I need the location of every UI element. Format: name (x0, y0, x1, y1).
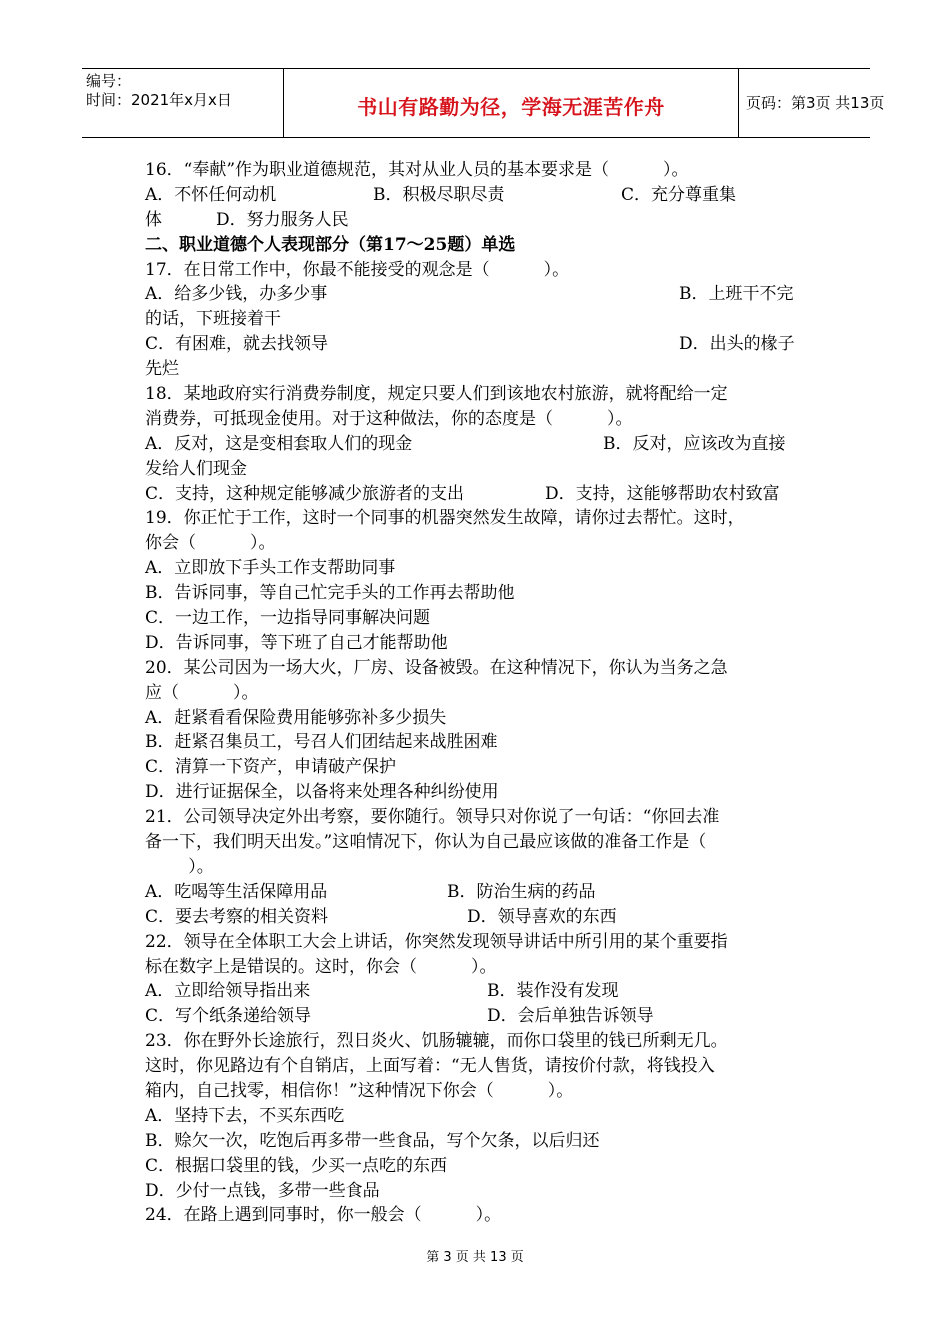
date-label: 时间：2021年x月x日 (86, 91, 232, 109)
option-continuation: 的话，下班接着干 (145, 309, 281, 330)
option-b: B．告诉同事，等自己忙完手头的工作再去帮助他 (145, 583, 515, 604)
question-23-cont: 这时，你见路边有个自销店，上面写着：“无人售货，请按价付款，将钱投入 (145, 1056, 715, 1077)
options-row (145, 979, 807, 1004)
option-b: B．反对，应该改为直接 (603, 433, 786, 454)
question-22: 22．领导在全体职工大会上讲话，你突然发现领导讲话中所引用的某个重要指 (145, 931, 728, 952)
option-d: D．少付一点钱，多带一些食品 (145, 1180, 380, 1201)
header-right-cell (738, 69, 885, 137)
options-row (145, 880, 807, 905)
question-21-cont: ）。 (145, 856, 214, 877)
option-a: A．赶紧看看保险费用能够弥补多少损失 (145, 707, 447, 728)
option-b: B．装作没有发现 (487, 981, 619, 1002)
options-row (145, 282, 807, 307)
option-line: 体 D．努力服务人民 (145, 209, 349, 230)
option-a: A．立即给领导指出来 (145, 981, 311, 1002)
question-16: 16．“奉献”作为职业道德规范，其对从业人员的基本要求是（ ）。 (145, 160, 689, 180)
question-21-cont: 备一下，我们明天出发。”这咱情况下，你认为自己最应该做的准备工作是（ (145, 832, 707, 853)
options-row (145, 332, 807, 357)
question-19: 19．你正忙于工作，这时一个同事的机器突然发生故障，请你过去帮忙。这时， (145, 508, 745, 529)
question-20-cont: 应（ ）。 (145, 682, 259, 703)
option-c: C．一边工作，一边指导同事解决问题 (145, 608, 431, 629)
option-c: C．支持，这种规定能够减少旅游者的支出 (145, 483, 465, 504)
option-d: D．告诉同事，等下班了自己才能帮助他 (145, 632, 448, 653)
options-row (145, 482, 807, 507)
option-c: C．有困难，就去找领导 (145, 334, 329, 355)
section-heading: 二、职业道德个人表现部分（第17～25题）单选 (145, 234, 516, 255)
option-d: D．进行证据保全，以备将来处理各种纠纷使用 (145, 782, 499, 803)
option-c: C．要去考察的相关资料 (145, 906, 329, 927)
option-b: B．积极尽职尽责 (373, 184, 505, 205)
options-row (145, 432, 807, 457)
option-continuation: 发给人们现金 (145, 458, 247, 479)
option-d: D．会后单独告诉领导 (487, 1006, 654, 1027)
option-c: C．充分尊重集 (621, 184, 737, 205)
page-label: 页码：第3页 共13页 (746, 94, 885, 112)
option-b: B．赶紧召集员工，号召人们团结起来战胜困难 (145, 732, 498, 753)
number-label: 编号： (86, 72, 132, 90)
question-18: 18．某地政府实行消费券制度，规定只要人们到该地农村旅游，就将配给一定 (145, 384, 728, 405)
question-23-cont: 箱内，自己找零，相信你！”这种情况下你会（ ）。 (145, 1080, 574, 1101)
option-a: A．吃喝等生活保障用品 (145, 881, 328, 902)
page-footer: 第 3 页 共 13 页 (426, 1250, 524, 1265)
question-19-cont: 你会（ ）。 (145, 533, 276, 554)
option-a: A．坚持下去，不买东西吃 (145, 1105, 345, 1126)
question-20: 20．某公司因为一场大火，厂房、设备被毁。在这种情况下，你认为当务之急 (145, 657, 728, 678)
header-left-cell (82, 69, 282, 137)
option-b: B．赊欠一次，吃饱后再多带一些食品，写个欠条，以后归还 (145, 1130, 600, 1151)
option-c: C．清算一下资产，申请破产保护 (145, 757, 397, 778)
option-c: C．根据口袋里的钱，少买一点吃的东西 (145, 1155, 448, 1176)
header-table (82, 68, 885, 138)
options-row (145, 905, 807, 930)
option-c: C．写个纸条递给领导 (145, 1006, 312, 1027)
option-d: D．支持，这能够帮助农村致富 (545, 483, 780, 504)
option-d: D．出头的椽子 (679, 334, 795, 355)
document-body (145, 158, 807, 1228)
options-row (145, 183, 807, 208)
question-21: 21．公司领导决定外出考察，要你随行。领导只对你说了一句话：“你回去准 (145, 807, 720, 828)
motto: 书山有路勤为径，学海无涯苦作舟 (357, 95, 665, 119)
options-row (145, 1004, 807, 1029)
option-b: B．防治生病的药品 (447, 881, 596, 902)
option-a: A．反对，这是变相套取人们的现金 (145, 433, 413, 454)
option-a: A．立即放下手头工作支帮助同事 (145, 558, 396, 579)
option-b: B．上班干不完 (679, 284, 794, 305)
question-24: 24．在路上遇到同事时，你一般会（ ）。 (145, 1205, 502, 1226)
option-a: A．给多少钱，办多少事 (145, 284, 328, 305)
question-23: 23．你在野外长途旅行，烈日炎火、饥肠辘辘，而你口袋里的钱已所剩无几。 (145, 1031, 728, 1052)
header-center-cell (283, 69, 739, 137)
option-d: D．领导喜欢的东西 (467, 906, 617, 927)
question-18-cont: 消费券，可抵现金使用。对于这种做法，你的态度是（ ）。 (145, 408, 633, 429)
option-continuation: 先烂 (145, 359, 179, 380)
question-22-cont: 标在数字上是错误的。这时，你会（ ）。 (145, 956, 497, 977)
option-a: A．不怀任何动机 (145, 184, 277, 205)
question-17: 17．在日常工作中，你最不能接受的观念是（ ）。 (145, 259, 570, 280)
